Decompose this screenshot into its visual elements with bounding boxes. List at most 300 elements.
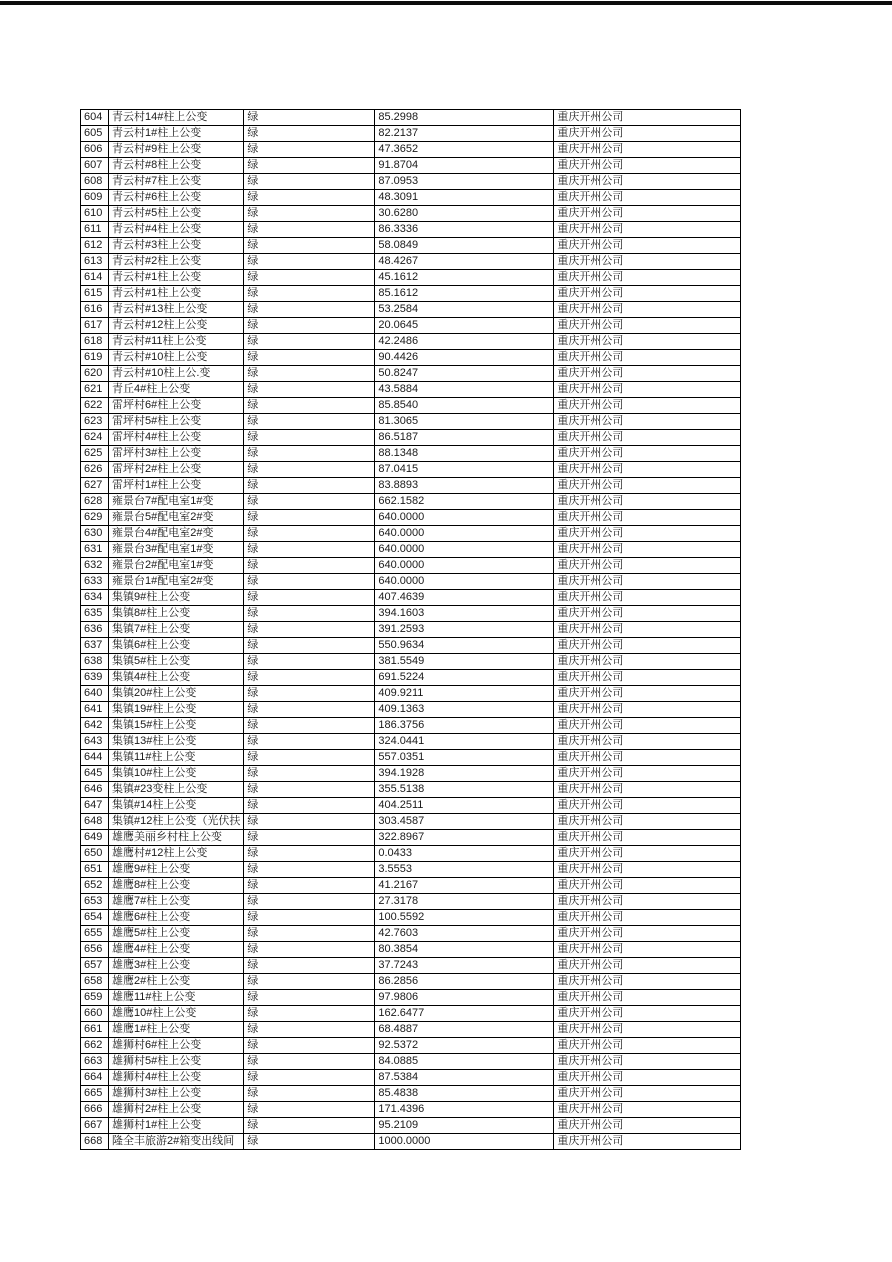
cell-status[interactable]: 绿 [244,702,375,718]
cell-row-number[interactable]: 633 [81,574,109,590]
cell-name[interactable]: 青云村#5柱上公变 [109,206,244,222]
cell-company[interactable]: 重庆开州公司 [554,814,741,830]
cell-status[interactable]: 绿 [244,670,375,686]
cell-company[interactable]: 重庆开州公司 [554,878,741,894]
cell-name[interactable]: 集镇#12柱上公变（光伏扶 [109,814,244,830]
cell-status[interactable]: 绿 [244,958,375,974]
cell-value[interactable]: 95.2109 [375,1118,554,1134]
cell-name[interactable]: 集镇7#柱上公变 [109,622,244,638]
cell-company[interactable]: 重庆开州公司 [554,158,741,174]
cell-value[interactable]: 303.4587 [375,814,554,830]
cell-name[interactable]: 雄狮村6#柱上公变 [109,1038,244,1054]
cell-value[interactable]: 86.5187 [375,430,554,446]
cell-row-number[interactable]: 627 [81,478,109,494]
cell-status[interactable]: 绿 [244,142,375,158]
cell-row-number[interactable]: 664 [81,1070,109,1086]
cell-name[interactable]: 集镇5#柱上公变 [109,654,244,670]
cell-row-number[interactable]: 641 [81,702,109,718]
cell-value[interactable]: 53.2584 [375,302,554,318]
cell-status[interactable]: 绿 [244,526,375,542]
cell-value[interactable]: 407.4639 [375,590,554,606]
cell-row-number[interactable]: 658 [81,974,109,990]
cell-name[interactable]: 雷坪村2#柱上公变 [109,462,244,478]
cell-row-number[interactable]: 661 [81,1022,109,1038]
cell-row-number[interactable]: 645 [81,766,109,782]
cell-name[interactable]: 青云村#3柱上公变 [109,238,244,254]
cell-value[interactable]: 87.0953 [375,174,554,190]
cell-value[interactable]: 92.5372 [375,1038,554,1054]
cell-company[interactable]: 重庆开州公司 [554,238,741,254]
cell-company[interactable]: 重庆开州公司 [554,270,741,286]
cell-row-number[interactable]: 620 [81,366,109,382]
cell-company[interactable]: 重庆开州公司 [554,670,741,686]
cell-row-number[interactable]: 665 [81,1086,109,1102]
cell-name[interactable]: 雍景台3#配电室1#变 [109,542,244,558]
cell-company[interactable]: 重庆开州公司 [554,142,741,158]
cell-status[interactable]: 绿 [244,894,375,910]
cell-company[interactable]: 重庆开州公司 [554,1102,741,1118]
cell-value[interactable]: 640.0000 [375,558,554,574]
cell-company[interactable]: 重庆开州公司 [554,654,741,670]
cell-value[interactable]: 41.2167 [375,878,554,894]
cell-company[interactable]: 重庆开州公司 [554,1006,741,1022]
cell-status[interactable]: 绿 [244,254,375,270]
cell-company[interactable]: 重庆开州公司 [554,798,741,814]
cell-company[interactable]: 重庆开州公司 [554,334,741,350]
cell-value[interactable]: 404.2511 [375,798,554,814]
cell-name[interactable]: 雄狮村2#柱上公变 [109,1102,244,1118]
cell-name[interactable]: 集镇#23变柱上公变 [109,782,244,798]
cell-value[interactable]: 85.8540 [375,398,554,414]
cell-value[interactable]: 640.0000 [375,510,554,526]
cell-name[interactable]: 青云村#10柱上公.变 [109,366,244,382]
cell-row-number[interactable]: 656 [81,942,109,958]
cell-name[interactable]: 雄鹰7#柱上公变 [109,894,244,910]
cell-value[interactable]: 381.5549 [375,654,554,670]
cell-company[interactable]: 重庆开州公司 [554,366,741,382]
cell-value[interactable]: 186.3756 [375,718,554,734]
cell-company[interactable]: 重庆开州公司 [554,782,741,798]
cell-name[interactable]: 集镇11#柱上公变 [109,750,244,766]
cell-row-number[interactable]: 608 [81,174,109,190]
cell-row-number[interactable]: 642 [81,718,109,734]
cell-name[interactable]: 雄鹰10#柱上公变 [109,1006,244,1022]
cell-row-number[interactable]: 646 [81,782,109,798]
cell-status[interactable]: 绿 [244,1022,375,1038]
cell-company[interactable]: 重庆开州公司 [554,558,741,574]
cell-company[interactable]: 重庆开州公司 [554,430,741,446]
cell-status[interactable]: 绿 [244,574,375,590]
cell-status[interactable]: 绿 [244,942,375,958]
cell-value[interactable]: 1000.0000 [375,1134,554,1150]
cell-company[interactable]: 重庆开州公司 [554,222,741,238]
cell-company[interactable]: 重庆开州公司 [554,414,741,430]
cell-company[interactable]: 重庆开州公司 [554,910,741,926]
cell-row-number[interactable]: 619 [81,350,109,366]
cell-name[interactable]: 雄鹰8#柱上公变 [109,878,244,894]
cell-status[interactable]: 绿 [244,222,375,238]
cell-company[interactable]: 重庆开州公司 [554,510,741,526]
cell-name[interactable]: 雍景台5#配电室2#变 [109,510,244,526]
cell-status[interactable]: 绿 [244,878,375,894]
cell-company[interactable]: 重庆开州公司 [554,1086,741,1102]
cell-row-number[interactable]: 623 [81,414,109,430]
cell-name[interactable]: 雄鹰2#柱上公变 [109,974,244,990]
cell-value[interactable]: 0.0433 [375,846,554,862]
cell-status[interactable]: 绿 [244,910,375,926]
cell-status[interactable]: 绿 [244,350,375,366]
cell-company[interactable]: 重庆开州公司 [554,206,741,222]
cell-status[interactable]: 绿 [244,686,375,702]
cell-value[interactable]: 409.1363 [375,702,554,718]
cell-row-number[interactable]: 655 [81,926,109,942]
cell-status[interactable]: 绿 [244,1102,375,1118]
cell-value[interactable]: 85.2998 [375,110,554,126]
cell-name[interactable]: 集镇19#柱上公变 [109,702,244,718]
cell-name[interactable]: 青云村#8柱上公变 [109,158,244,174]
cell-name[interactable]: 雄鹰美丽乡村柱上公变 [109,830,244,846]
cell-value[interactable]: 86.3336 [375,222,554,238]
cell-status[interactable]: 绿 [244,830,375,846]
cell-row-number[interactable]: 610 [81,206,109,222]
cell-value[interactable]: 83.8893 [375,478,554,494]
cell-value[interactable]: 640.0000 [375,526,554,542]
cell-row-number[interactable]: 652 [81,878,109,894]
cell-value[interactable]: 47.3652 [375,142,554,158]
cell-row-number[interactable]: 615 [81,286,109,302]
cell-company[interactable]: 重庆开州公司 [554,1038,741,1054]
cell-company[interactable]: 重庆开州公司 [554,830,741,846]
cell-row-number[interactable]: 609 [81,190,109,206]
cell-status[interactable]: 绿 [244,1038,375,1054]
cell-row-number[interactable]: 621 [81,382,109,398]
cell-status[interactable]: 绿 [244,606,375,622]
cell-status[interactable]: 绿 [244,382,375,398]
cell-status[interactable]: 绿 [244,462,375,478]
cell-company[interactable]: 重庆开州公司 [554,622,741,638]
cell-status[interactable]: 绿 [244,974,375,990]
cell-name[interactable]: 雷坪村1#柱上公变 [109,478,244,494]
cell-row-number[interactable]: 667 [81,1118,109,1134]
cell-row-number[interactable]: 651 [81,862,109,878]
cell-status[interactable]: 绿 [244,190,375,206]
cell-status[interactable]: 绿 [244,590,375,606]
cell-company[interactable]: 重庆开州公司 [554,638,741,654]
cell-value[interactable]: 322.8967 [375,830,554,846]
cell-status[interactable]: 绿 [244,414,375,430]
cell-name[interactable]: 集镇20#柱上公变 [109,686,244,702]
cell-row-number[interactable]: 612 [81,238,109,254]
cell-status[interactable]: 绿 [244,334,375,350]
cell-company[interactable]: 重庆开州公司 [554,590,741,606]
cell-company[interactable]: 重庆开州公司 [554,734,741,750]
cell-row-number[interactable]: 631 [81,542,109,558]
cell-status[interactable]: 绿 [244,110,375,126]
cell-value[interactable]: 42.2486 [375,334,554,350]
cell-value[interactable]: 394.1603 [375,606,554,622]
cell-status[interactable]: 绿 [244,1006,375,1022]
cell-value[interactable]: 85.4838 [375,1086,554,1102]
cell-name[interactable]: 青云村#12柱上公变 [109,318,244,334]
cell-status[interactable]: 绿 [244,174,375,190]
cell-company[interactable]: 重庆开州公司 [554,286,741,302]
cell-value[interactable]: 100.5592 [375,910,554,926]
cell-status[interactable]: 绿 [244,622,375,638]
cell-value[interactable]: 324.0441 [375,734,554,750]
cell-value[interactable]: 48.4267 [375,254,554,270]
cell-name[interactable]: 青云村#2柱上公变 [109,254,244,270]
cell-name[interactable]: 雄鹰6#柱上公变 [109,910,244,926]
cell-company[interactable]: 重庆开州公司 [554,478,741,494]
cell-row-number[interactable]: 634 [81,590,109,606]
cell-status[interactable]: 绿 [244,718,375,734]
cell-value[interactable]: 557.0351 [375,750,554,766]
cell-company[interactable]: 重庆开州公司 [554,606,741,622]
cell-name[interactable]: 雄鹰11#柱上公变 [109,990,244,1006]
cell-value[interactable]: 43.5884 [375,382,554,398]
cell-row-number[interactable]: 666 [81,1102,109,1118]
cell-row-number[interactable]: 639 [81,670,109,686]
cell-name[interactable]: 隆全丰旅游2#箱变出线间 [109,1134,244,1150]
cell-company[interactable]: 重庆开州公司 [554,542,741,558]
cell-company[interactable]: 重庆开州公司 [554,926,741,942]
cell-name[interactable]: 雍景台4#配电室2#变 [109,526,244,542]
cell-name[interactable]: 雍景台2#配电室1#变 [109,558,244,574]
cell-value[interactable]: 84.0885 [375,1054,554,1070]
cell-company[interactable]: 重庆开州公司 [554,398,741,414]
cell-status[interactable]: 绿 [244,238,375,254]
cell-name[interactable]: 雄狮村5#柱上公变 [109,1054,244,1070]
cell-row-number[interactable]: 630 [81,526,109,542]
cell-value[interactable]: 82.2137 [375,126,554,142]
cell-row-number[interactable]: 638 [81,654,109,670]
cell-status[interactable]: 绿 [244,1118,375,1134]
cell-status[interactable]: 绿 [244,766,375,782]
cell-name[interactable]: 青云村#6柱上公变 [109,190,244,206]
cell-row-number[interactable]: 616 [81,302,109,318]
cell-name[interactable]: 青云村14#柱上公变 [109,110,244,126]
cell-name[interactable]: 雄鹰4#柱上公变 [109,942,244,958]
cell-status[interactable]: 绿 [244,478,375,494]
cell-name[interactable]: 集镇9#柱上公变 [109,590,244,606]
cell-company[interactable]: 重庆开州公司 [554,702,741,718]
cell-value[interactable]: 3.5553 [375,862,554,878]
cell-status[interactable]: 绿 [244,926,375,942]
cell-company[interactable]: 重庆开州公司 [554,766,741,782]
cell-company[interactable]: 重庆开州公司 [554,574,741,590]
cell-value[interactable]: 91.8704 [375,158,554,174]
cell-company[interactable]: 重庆开州公司 [554,302,741,318]
cell-company[interactable]: 重庆开州公司 [554,718,741,734]
cell-name[interactable]: 青云村#4柱上公变 [109,222,244,238]
cell-row-number[interactable]: 654 [81,910,109,926]
cell-name[interactable]: 集镇15#柱上公变 [109,718,244,734]
cell-value[interactable]: 80.3854 [375,942,554,958]
cell-status[interactable]: 绿 [244,510,375,526]
cell-value[interactable]: 58.0849 [375,238,554,254]
cell-row-number[interactable]: 640 [81,686,109,702]
cell-row-number[interactable]: 626 [81,462,109,478]
cell-name[interactable]: 青云村#11柱上公变 [109,334,244,350]
cell-name[interactable]: 青云村#9柱上公变 [109,142,244,158]
cell-company[interactable]: 重庆开州公司 [554,110,741,126]
cell-company[interactable]: 重庆开州公司 [554,686,741,702]
cell-name[interactable]: 雷坪村6#柱上公变 [109,398,244,414]
cell-row-number[interactable]: 668 [81,1134,109,1150]
cell-value[interactable]: 27.3178 [375,894,554,910]
cell-row-number[interactable]: 629 [81,510,109,526]
cell-status[interactable]: 绿 [244,430,375,446]
cell-value[interactable]: 640.0000 [375,574,554,590]
cell-value[interactable]: 87.0415 [375,462,554,478]
cell-company[interactable]: 重庆开州公司 [554,974,741,990]
cell-status[interactable]: 绿 [244,798,375,814]
cell-company[interactable]: 重庆开州公司 [554,254,741,270]
cell-value[interactable]: 640.0000 [375,542,554,558]
cell-value[interactable]: 20.0645 [375,318,554,334]
cell-value[interactable]: 394.1928 [375,766,554,782]
cell-value[interactable]: 68.4887 [375,1022,554,1038]
cell-status[interactable]: 绿 [244,398,375,414]
cell-name[interactable]: 青云村#1柱上公变 [109,270,244,286]
cell-company[interactable]: 重庆开州公司 [554,958,741,974]
cell-company[interactable]: 重庆开州公司 [554,462,741,478]
cell-row-number[interactable]: 662 [81,1038,109,1054]
cell-row-number[interactable]: 632 [81,558,109,574]
cell-value[interactable]: 48.3091 [375,190,554,206]
cell-status[interactable]: 绿 [244,1134,375,1150]
cell-status[interactable]: 绿 [244,318,375,334]
cell-company[interactable]: 重庆开州公司 [554,1070,741,1086]
cell-row-number[interactable]: 628 [81,494,109,510]
cell-value[interactable]: 45.1612 [375,270,554,286]
cell-company[interactable]: 重庆开州公司 [554,862,741,878]
cell-row-number[interactable]: 624 [81,430,109,446]
cell-name[interactable]: 集镇#14柱上公变 [109,798,244,814]
cell-status[interactable]: 绿 [244,1086,375,1102]
cell-status[interactable]: 绿 [244,558,375,574]
cell-status[interactable]: 绿 [244,366,375,382]
cell-company[interactable]: 重庆开州公司 [554,990,741,1006]
cell-name[interactable]: 雷坪村5#柱上公变 [109,414,244,430]
cell-value[interactable]: 50.8247 [375,366,554,382]
cell-name[interactable]: 青云村#1柱上公变 [109,286,244,302]
cell-row-number[interactable]: 649 [81,830,109,846]
cell-status[interactable]: 绿 [244,270,375,286]
cell-row-number[interactable]: 653 [81,894,109,910]
cell-value[interactable]: 30.6280 [375,206,554,222]
cell-value[interactable]: 86.2856 [375,974,554,990]
cell-row-number[interactable]: 659 [81,990,109,1006]
cell-company[interactable]: 重庆开州公司 [554,494,741,510]
cell-row-number[interactable]: 607 [81,158,109,174]
cell-company[interactable]: 重庆开州公司 [554,846,741,862]
cell-name[interactable]: 集镇6#柱上公变 [109,638,244,654]
cell-row-number[interactable]: 636 [81,622,109,638]
cell-row-number[interactable]: 618 [81,334,109,350]
cell-row-number[interactable]: 648 [81,814,109,830]
cell-value[interactable]: 42.7603 [375,926,554,942]
cell-value[interactable]: 391.2593 [375,622,554,638]
cell-company[interactable]: 重庆开州公司 [554,1022,741,1038]
cell-name[interactable]: 集镇8#柱上公变 [109,606,244,622]
cell-company[interactable]: 重庆开州公司 [554,190,741,206]
cell-value[interactable]: 37.7243 [375,958,554,974]
cell-company[interactable]: 重庆开州公司 [554,446,741,462]
cell-row-number[interactable]: 644 [81,750,109,766]
cell-status[interactable]: 绿 [244,158,375,174]
cell-value[interactable]: 550.9634 [375,638,554,654]
cell-name[interactable]: 雷坪村4#柱上公变 [109,430,244,446]
cell-company[interactable]: 重庆开州公司 [554,1134,741,1150]
cell-name[interactable]: 青云村#10柱上公变 [109,350,244,366]
cell-status[interactable]: 绿 [244,446,375,462]
cell-company[interactable]: 重庆开州公司 [554,318,741,334]
cell-company[interactable]: 重庆开州公司 [554,526,741,542]
cell-name[interactable]: 雍景台7#配电室1#变 [109,494,244,510]
cell-row-number[interactable]: 650 [81,846,109,862]
cell-status[interactable]: 绿 [244,302,375,318]
cell-row-number[interactable]: 647 [81,798,109,814]
cell-status[interactable]: 绿 [244,990,375,1006]
cell-value[interactable]: 662.1582 [375,494,554,510]
cell-value[interactable]: 87.5384 [375,1070,554,1086]
cell-status[interactable]: 绿 [244,286,375,302]
cell-status[interactable]: 绿 [244,1070,375,1086]
cell-value[interactable]: 162.6477 [375,1006,554,1022]
cell-row-number[interactable]: 635 [81,606,109,622]
cell-company[interactable]: 重庆开州公司 [554,750,741,766]
cell-row-number[interactable]: 660 [81,1006,109,1022]
cell-status[interactable]: 绿 [244,846,375,862]
cell-row-number[interactable]: 605 [81,126,109,142]
cell-row-number[interactable]: 617 [81,318,109,334]
cell-company[interactable]: 重庆开州公司 [554,894,741,910]
cell-status[interactable]: 绿 [244,782,375,798]
cell-name[interactable]: 雄狮村1#柱上公变 [109,1118,244,1134]
cell-row-number[interactable]: 625 [81,446,109,462]
cell-company[interactable]: 重庆开州公司 [554,350,741,366]
cell-company[interactable]: 重庆开州公司 [554,126,741,142]
cell-row-number[interactable]: 611 [81,222,109,238]
cell-name[interactable]: 雄狮村4#柱上公变 [109,1070,244,1086]
cell-status[interactable]: 绿 [244,494,375,510]
cell-name[interactable]: 青丘4#柱上公变 [109,382,244,398]
cell-value[interactable]: 691.5224 [375,670,554,686]
cell-row-number[interactable]: 622 [81,398,109,414]
cell-company[interactable]: 重庆开州公司 [554,942,741,958]
cell-row-number[interactable]: 604 [81,110,109,126]
cell-status[interactable]: 绿 [244,638,375,654]
cell-status[interactable]: 绿 [244,750,375,766]
cell-value[interactable]: 97.9806 [375,990,554,1006]
cell-company[interactable]: 重庆开州公司 [554,1054,741,1070]
cell-name[interactable]: 雄鹰5#柱上公变 [109,926,244,942]
cell-value[interactable]: 90.4426 [375,350,554,366]
cell-value[interactable]: 81.3065 [375,414,554,430]
cell-name[interactable]: 集镇4#柱上公变 [109,670,244,686]
cell-name[interactable]: 青云村#13柱上公变 [109,302,244,318]
cell-status[interactable]: 绿 [244,654,375,670]
cell-name[interactable]: 集镇10#柱上公变 [109,766,244,782]
cell-name[interactable]: 雷坪村3#柱上公变 [109,446,244,462]
cell-row-number[interactable]: 606 [81,142,109,158]
cell-row-number[interactable]: 657 [81,958,109,974]
cell-value[interactable]: 409.9211 [375,686,554,702]
cell-status[interactable]: 绿 [244,1054,375,1070]
cell-name[interactable]: 雄鹰9#柱上公变 [109,862,244,878]
cell-name[interactable]: 青云村#7柱上公变 [109,174,244,190]
